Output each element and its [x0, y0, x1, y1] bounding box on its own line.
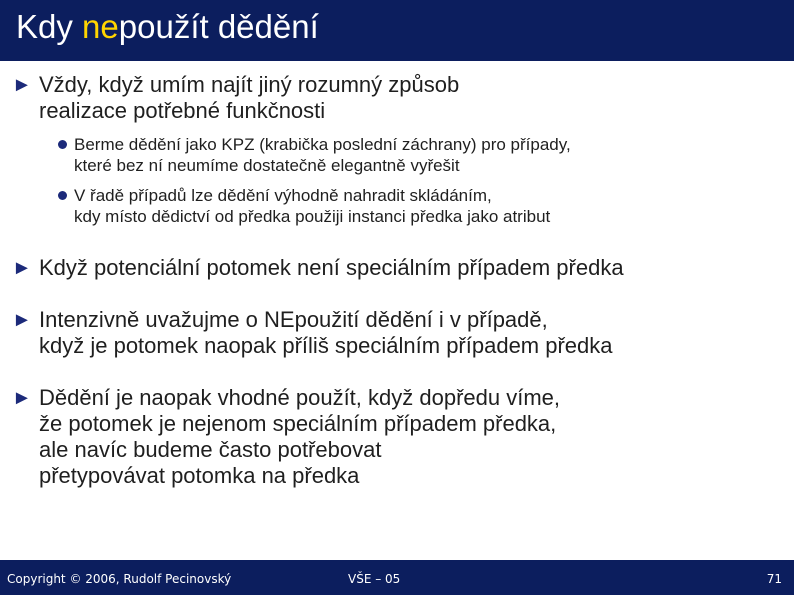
- subbullet-2-line-1: V řadě případů lze dědění výhodně nahradit skládáním,: [74, 186, 492, 205]
- bullet-4-line-2: že potomek je nejenom speciálním případem předka,: [39, 411, 557, 436]
- bullet-arrow-icon: ►: [12, 257, 32, 279]
- bullet-3-line-2: když je potomek naopak příliš speciálním případem předka: [39, 333, 613, 358]
- footer-course: VŠE – 05: [348, 572, 401, 586]
- footer-copyright: Copyright © 2006, Rudolf Pecinovský: [7, 572, 232, 586]
- bullet-arrow-icon: ►: [12, 387, 32, 409]
- bullet-1-line-2: realizace potřebné funkčnosti: [39, 98, 326, 123]
- bullet-arrow-icon: ►: [12, 74, 32, 96]
- bullet-dot-icon: [58, 140, 67, 149]
- bullet-dot-icon: [58, 191, 67, 200]
- bullet-2-line-1: Když potenciální potomek není speciálním případem předka: [39, 255, 624, 280]
- footer-page-number: 71: [766, 572, 782, 586]
- bullet-3-line-1: Intenzivně uvažujme o NEpoužití dědění i v případě,: [39, 307, 548, 332]
- subbullet-1-line-1: Berme dědění jako KPZ (krabička poslední záchrany) pro případy,: [74, 135, 571, 154]
- bullet-4-line-4: přetypovávat potomka na předka: [39, 463, 360, 488]
- bullet-arrow-icon: ►: [12, 309, 32, 331]
- bullet-1-line-1: Vždy, když umím najít jiný rozumný způsob: [39, 72, 460, 97]
- subbullet-2-line-2: kdy místo dědictví od předka použiji instanci předka jako atribut: [74, 207, 551, 226]
- subbullet-1-line-2: které bez ní neumíme dostatečně elegantně vyřešit: [74, 156, 460, 175]
- bullet-4-line-3: ale navíc budeme často potřebovat: [39, 437, 382, 462]
- bullet-4-line-1: Dědění je naopak vhodné použít, když dopředu víme,: [39, 385, 561, 410]
- title-rest: použít dědění: [118, 8, 319, 45]
- title-highlight: ne: [82, 8, 119, 45]
- title-prefix: Kdy: [16, 8, 83, 45]
- footer-bar: [0, 560, 794, 595]
